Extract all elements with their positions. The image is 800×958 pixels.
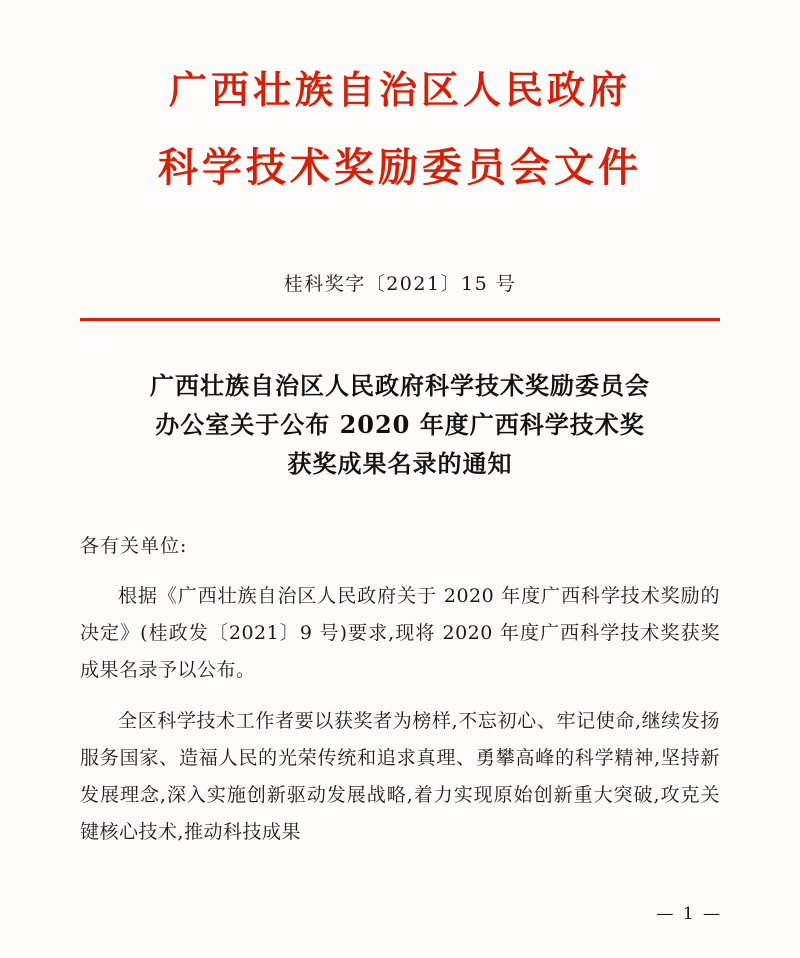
document-body bbox=[80, 321, 720, 851]
body-paragraph-1: 根据《广西壮族自治区人民政府关于 2020 年度广西科学技术奖励的决定》(桂政发〔2021〕9 号)要求,现将 2020 年度广西科学技术奖获奖成果名录予以公布。 bbox=[80, 584, 720, 681]
page-number: — 1 — bbox=[656, 904, 722, 924]
document-number: 桂科奖字〔2021〕15 号 bbox=[283, 273, 517, 296]
masthead-line-2: 科学技术奖励委员会文件 bbox=[158, 144, 642, 192]
page-title-line-2: 办公室关于公布 2020 年度广西科学技术奖 bbox=[155, 409, 645, 439]
masthead-line-1: 广西壮族自治区人民政府 bbox=[168, 67, 631, 112]
page-title-line-1: 广西壮族自治区人民政府科学技术奖励委员会 bbox=[150, 371, 650, 401]
salutation: 各有关单位: bbox=[80, 534, 188, 557]
page-title-line-3: 获奖成果名录的通知 bbox=[287, 448, 513, 478]
body-paragraph-2: 全区科学技术工作者要以获奖者为榜样,不忘初心、牢记使命,继续发扬服务国家、造福人民的光荣传统和追求真理、勇攀高峰的科学精神,坚持新发展理念,深入实施创新驱动发展战略,着力实现原始创新重大突破,攻克关键核心技术,推动科技成果 bbox=[80, 709, 720, 844]
masthead bbox=[0, 0, 800, 197]
page-title bbox=[80, 367, 720, 484]
